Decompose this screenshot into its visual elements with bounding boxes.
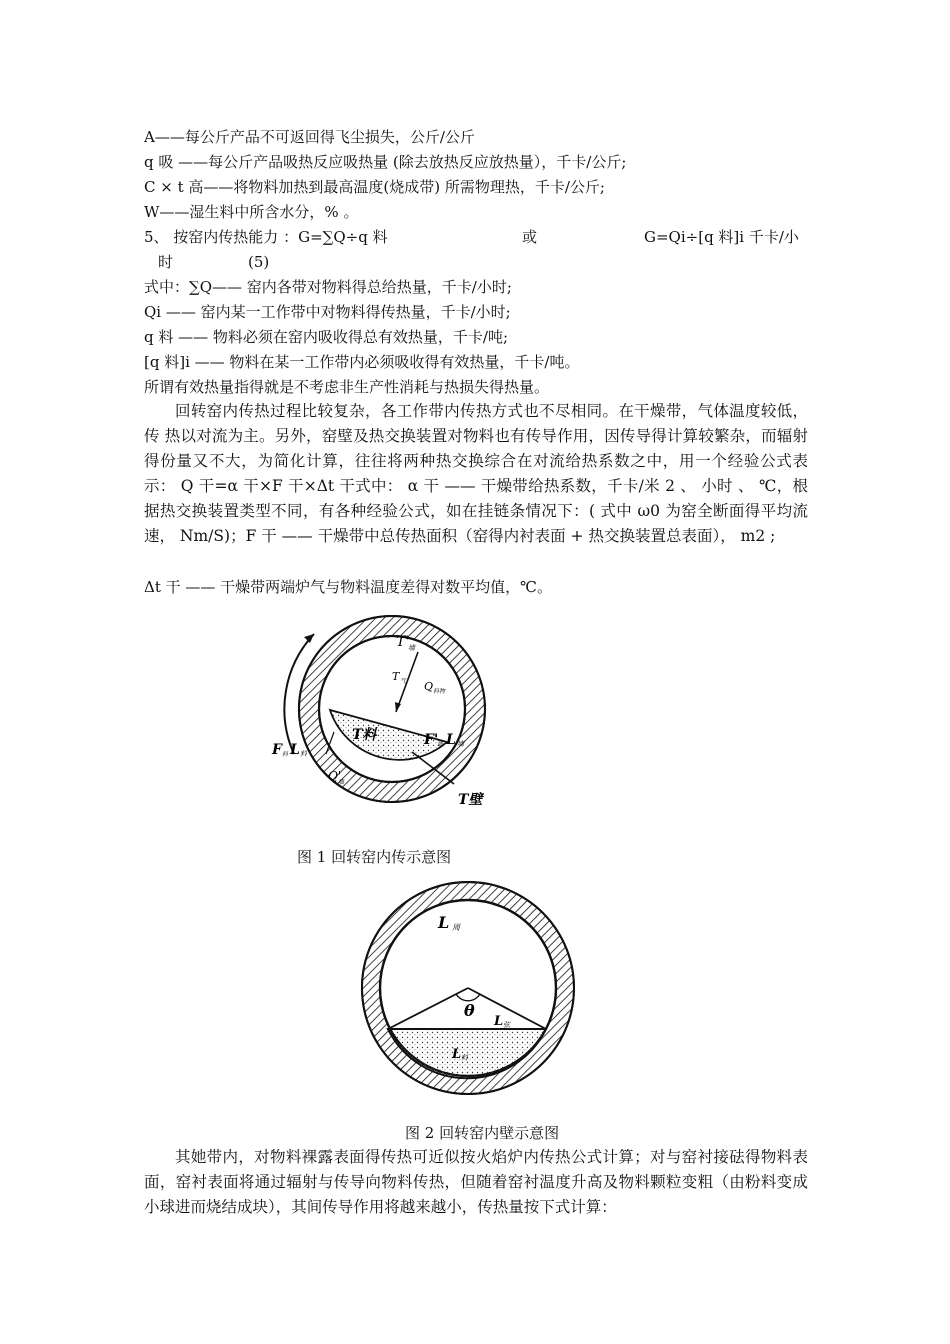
def-q-material: q 料 —— 物料必须在窑内吸收得总有效热量，千卡/吨; (144, 328, 509, 346)
def-qi: Qi —— 窑内某一工作带中对物料得传热量，千卡/小时; (144, 303, 511, 321)
formula-5-or: 或 (522, 228, 538, 246)
fig1-sub-1: 墙 (408, 644, 415, 652)
def-effective-heat: 所谓有效热量指得就是不考虑非生产性消耗与热损失得热量。 (144, 378, 550, 396)
formula-5-row-2 (144, 252, 808, 272)
fig1-sub-8: 墙 (338, 779, 345, 786)
formula-5-right: G=Qi÷[q 料]i 千卡/小 (644, 228, 799, 246)
def-q-material-i: [q 料]i —— 物料在某一工作带内必须吸收得有效热量，千卡/吨。 (144, 353, 580, 371)
fig1-label-t-material: T料 (352, 727, 377, 743)
fig1-label-l-2: L (446, 732, 456, 748)
paragraph-other-zones: 其她带内，对物料裸露表面得传热可近似按火焰炉内传热公式计算；对与窑衬接砝得物料表面，窑衬表面将通过辐射与传导向物料传热，但随着窑衬温度升高及物料颗粒变粗（由粉料变成小球进而烧结成块），其间传导作用将越来越小，传热量按下式计算： (144, 1148, 808, 1216)
paragraph-drying-zone: 回转窑内传热过程比较复杂，各工作带内传热方式也不尽相同。在干燥带，气体温度较低， 传 热以对流为主。另外，窑壁及热交换装置对物料也有传导作用，因传导得计算较繁杂，而辐射得份量又不大，为简化计算，往往将两种热交换综合在对流给热系数之中，用一个经验公式表示： Q 干=α 干×F 干×Δt 干式中： α 干 —— 干燥带给热系数，千卡/米 2 、 小时 、 ℃，根据热交换装置类型不同，有各种经验公式，如在挂链条情况下：( 式中 ω0 为窑全断面得平均流速， Nm/S)；F 干 —— 干燥带中总传热面积（窑得内衬表面 + 热交换装置总表面）， m2 ; (144, 402, 808, 545)
fig2-sub-1: 周 (452, 923, 460, 932)
fig1-label-t-gas: T (392, 670, 400, 683)
fig1-sub-6: 墙 (437, 741, 444, 748)
fig1-sub-5: 料 (300, 750, 307, 758)
figure-2-caption: 图 2 回转窑内壁示意图 (405, 1124, 560, 1142)
fig2-label-l-chord: L (494, 1014, 504, 1029)
def-line-ct: C × t 高——将物料加热到最高温度(烧成带) 所需物理热，千卡/公斤; (144, 178, 605, 196)
formula-5-unit-tail: 时 (158, 253, 174, 271)
fig2-sub-2: 弦 (503, 1021, 510, 1029)
fig2-label-theta: θ (464, 1001, 475, 1020)
formula-5-row (144, 227, 808, 247)
fig2-label-l-circumference: L (438, 913, 450, 932)
fig1-sub-3: 料物 (433, 688, 446, 695)
def-line-a: A——每公斤产品不可返回得飞尘损失，公斤/公斤 (144, 128, 475, 146)
def-sum-q: 式中：∑Q—— 窑内各带对物料得总给热量，千卡/小时; (144, 278, 512, 296)
fig1-sub-2: 气 (400, 678, 407, 685)
fig1-label-t-wall: T' (396, 634, 410, 650)
fig2-label-l-material: L (452, 1047, 462, 1062)
formula-5-number: (5) (248, 253, 270, 271)
figure-1-caption: 图 1 回转窑内传示意图 (297, 848, 452, 866)
figure-2-kiln-inner-wall (356, 876, 580, 1104)
fig1-sub-7: 墙 (457, 740, 464, 748)
fig1-label-q: Q (424, 680, 434, 693)
fig1-label-f-prime: F' (424, 732, 439, 748)
fig1-label-t-shell: T壁 (458, 792, 483, 808)
formula-5-left: 5、 按窑内传热能力 ：G=∑Q÷q 料 (144, 228, 388, 246)
fig1-label-q-prime: Q' (328, 769, 342, 783)
def-delta-t: Δt 干 —— 干燥带两端炉气与物料温度差得对数平均值，℃。 (144, 578, 552, 596)
def-line-q-absorb: q 吸 ——每公斤产品吸热反应吸热量 (除去放热反应放热量），千卡/公斤; (144, 153, 627, 171)
fig1-label-f: F (272, 742, 282, 758)
fig2-sub-3: 料 (461, 1054, 468, 1062)
def-line-w: W——湿生料中所含水分，% 。 (144, 203, 359, 221)
figure-1-kiln-heat-transfer (262, 604, 522, 826)
fig1-label-l: L (290, 742, 300, 758)
fig1-sub-4: 料 (282, 751, 289, 758)
